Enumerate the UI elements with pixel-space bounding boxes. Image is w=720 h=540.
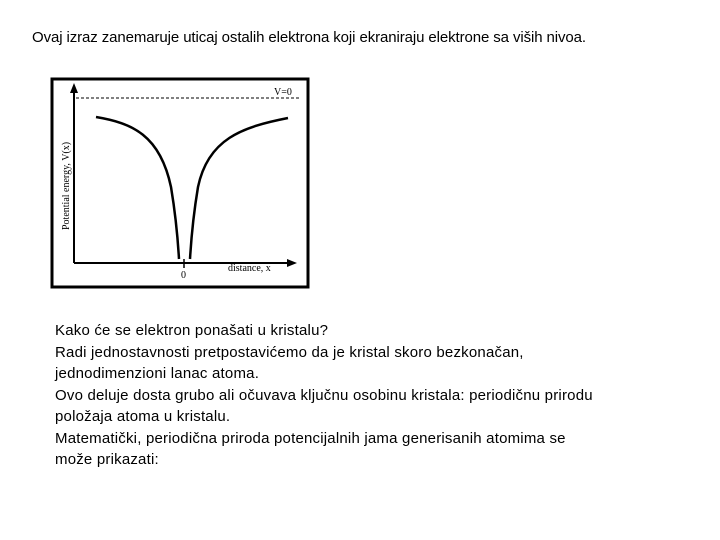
body-line: Radi jednostavnosti pretpostavićemo da je kristal skoro bezkonačan, xyxy=(55,343,524,361)
slide-heading: Ovaj izraz zanemaruje uticaj ostalih elektrona koji ekraniraju elektrone sa viših nivoa. xyxy=(32,29,586,46)
x-axis-arrow xyxy=(287,259,297,267)
body-line: Kako će se elektron ponašati u kristalu? xyxy=(55,322,329,339)
zero-level-label: V=0 xyxy=(274,87,292,98)
body-text-block xyxy=(55,320,675,471)
y-axis-label: Potential energy, V(x) xyxy=(61,141,72,230)
x-axis-label: distance, x xyxy=(228,263,271,274)
body-line: može prikazati: xyxy=(55,451,159,468)
body-line: Matematički, periodična priroda potencijalnih jama generisanih atomima se xyxy=(55,429,566,447)
well-curve-left xyxy=(96,117,179,259)
origin-label: 0 xyxy=(181,270,186,281)
y-axis-arrow xyxy=(70,83,78,93)
body-line: položaja atoma u kristalu. xyxy=(55,408,231,425)
body-line: Ovo deluje dosta grubo ali očuvava ključnu osobinu kristala: periodičnu prirodu xyxy=(55,386,593,404)
body-line: jednodimenzioni lanac atoma. xyxy=(55,365,260,382)
well-curve-right xyxy=(190,118,288,259)
potential-well-plot xyxy=(50,77,310,289)
potential-energy-figure xyxy=(50,77,310,289)
